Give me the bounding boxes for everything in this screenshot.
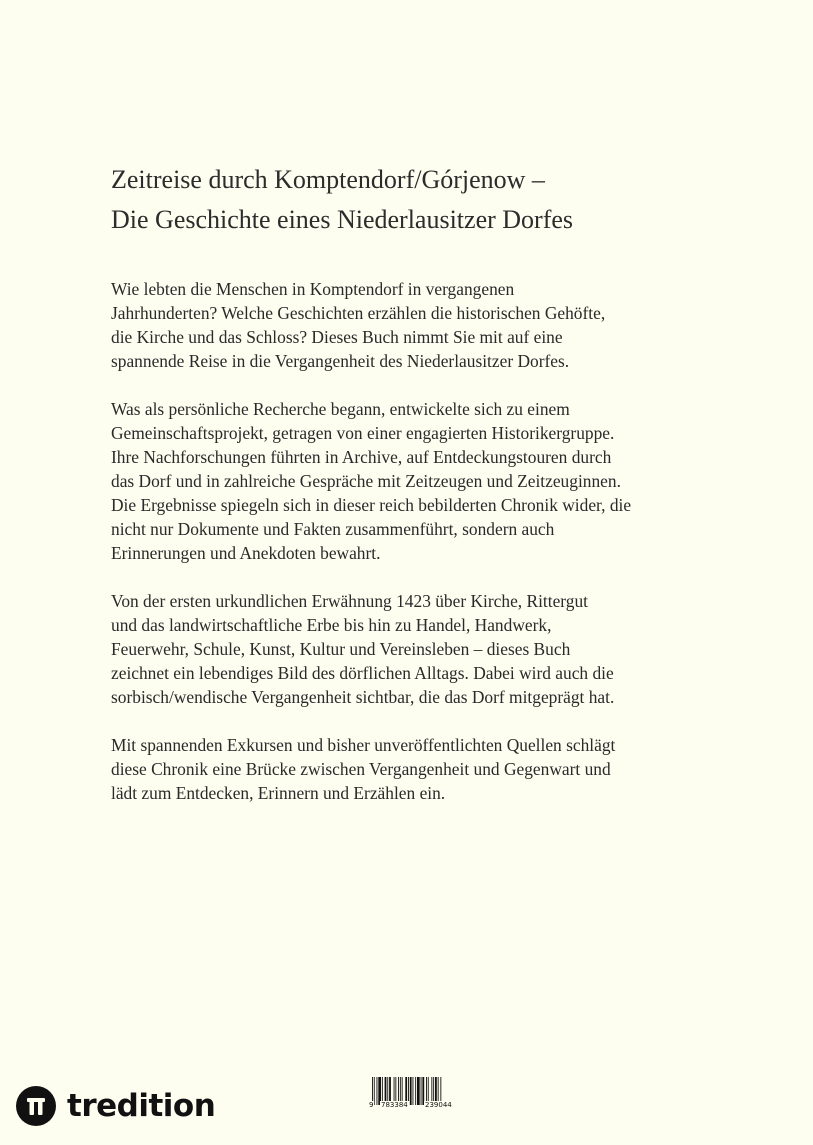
title-line-1: Zeitreise durch Komptendorf/Górjenow – bbox=[111, 165, 545, 194]
paragraph bbox=[111, 277, 711, 373]
text-line: sorbisch/wendische Vergangenheit sichtbar, die das Dorf mitgeprägt hat. bbox=[111, 687, 615, 707]
barcode-bar bbox=[421, 1077, 422, 1105]
text-line: diese Chronik eine Brücke zwischen Vergangenheit und Gegenwart und bbox=[111, 759, 611, 779]
text-line: lädt zum Entdecken, Erinnern und Erzählen ein. bbox=[111, 783, 446, 803]
paragraph bbox=[111, 733, 711, 805]
barcode-bar bbox=[377, 1077, 378, 1105]
text-line: die Kirche und das Schloss? Dieses Buch nimmt Sie mit auf eine bbox=[111, 327, 563, 347]
text-line: zeichnet ein lebendiges Bild des dörflichen Alltags. Dabei wird auch die bbox=[111, 663, 614, 683]
text-line: Gemeinschaftsprojekt, getragen von einer engagierten Historikergruppe. bbox=[111, 423, 615, 443]
text-line: Wie lebten die Menschen in Komptendorf in vergangenen bbox=[111, 279, 515, 299]
title-line-2: Die Geschichte eines Niederlausitzer Dorfes bbox=[111, 205, 574, 234]
book-title bbox=[111, 160, 731, 240]
barcode-digits-right: 239044 bbox=[425, 1101, 452, 1109]
text-line: nicht nur Dokumente und Fakten zusammenführt, sondern auch bbox=[111, 519, 555, 539]
text-line: Feuerwehr, Schule, Kunst, Kultur und Vereinsleben – dieses Buch bbox=[111, 639, 571, 659]
paragraph bbox=[111, 589, 711, 709]
text-line: spannende Reise in die Vergangenheit des Niederlausitzer Dorfes. bbox=[111, 351, 570, 371]
text-line: Die Ergebnisse spiegeln sich in dieser reich bebilderten Chronik wider, die bbox=[111, 495, 632, 515]
blurb-text bbox=[111, 277, 711, 829]
text-line: das Dorf und in zahlreiche Gespräche mit Zeitzeugen und Zeitzeuginnen. bbox=[111, 471, 621, 491]
text-line: Mit spannenden Exkursen und bisher unveröffentlichten Quellen schlägt bbox=[111, 735, 616, 755]
barcode-bar bbox=[410, 1077, 412, 1105]
barcode-digit-first: 9 bbox=[369, 1101, 374, 1109]
text-line: und das landwirtschaftliche Erbe bis hin zu Handel, Handwerk, bbox=[111, 615, 552, 635]
barcode-digits-left: 783384 bbox=[381, 1101, 408, 1109]
tredition-logo-icon bbox=[16, 1086, 56, 1126]
barcode-bar bbox=[417, 1077, 420, 1105]
text-line: Von der ersten urkundlichen Erwähnung 1423 über Kirche, Rittergut bbox=[111, 591, 589, 611]
text-line: Was als persönliche Recherche begann, entwickelte sich zu einem bbox=[111, 399, 570, 419]
text-line: Erinnerungen und Anekdoten bewahrt. bbox=[111, 543, 381, 563]
text-line: Ihre Nachforschungen führten in Archive, auf Entdeckungstouren durch bbox=[111, 447, 612, 467]
barcode-bar bbox=[413, 1077, 414, 1105]
barcode-bar bbox=[415, 1077, 416, 1105]
publisher-name: tredition bbox=[67, 1088, 216, 1124]
text-line: Jahrhunderten? Welche Geschichten erzählen die historischen Gehöfte, bbox=[111, 303, 606, 323]
isbn-barcode bbox=[368, 1077, 470, 1111]
paragraph bbox=[111, 397, 711, 565]
publisher-logo bbox=[16, 1086, 215, 1126]
